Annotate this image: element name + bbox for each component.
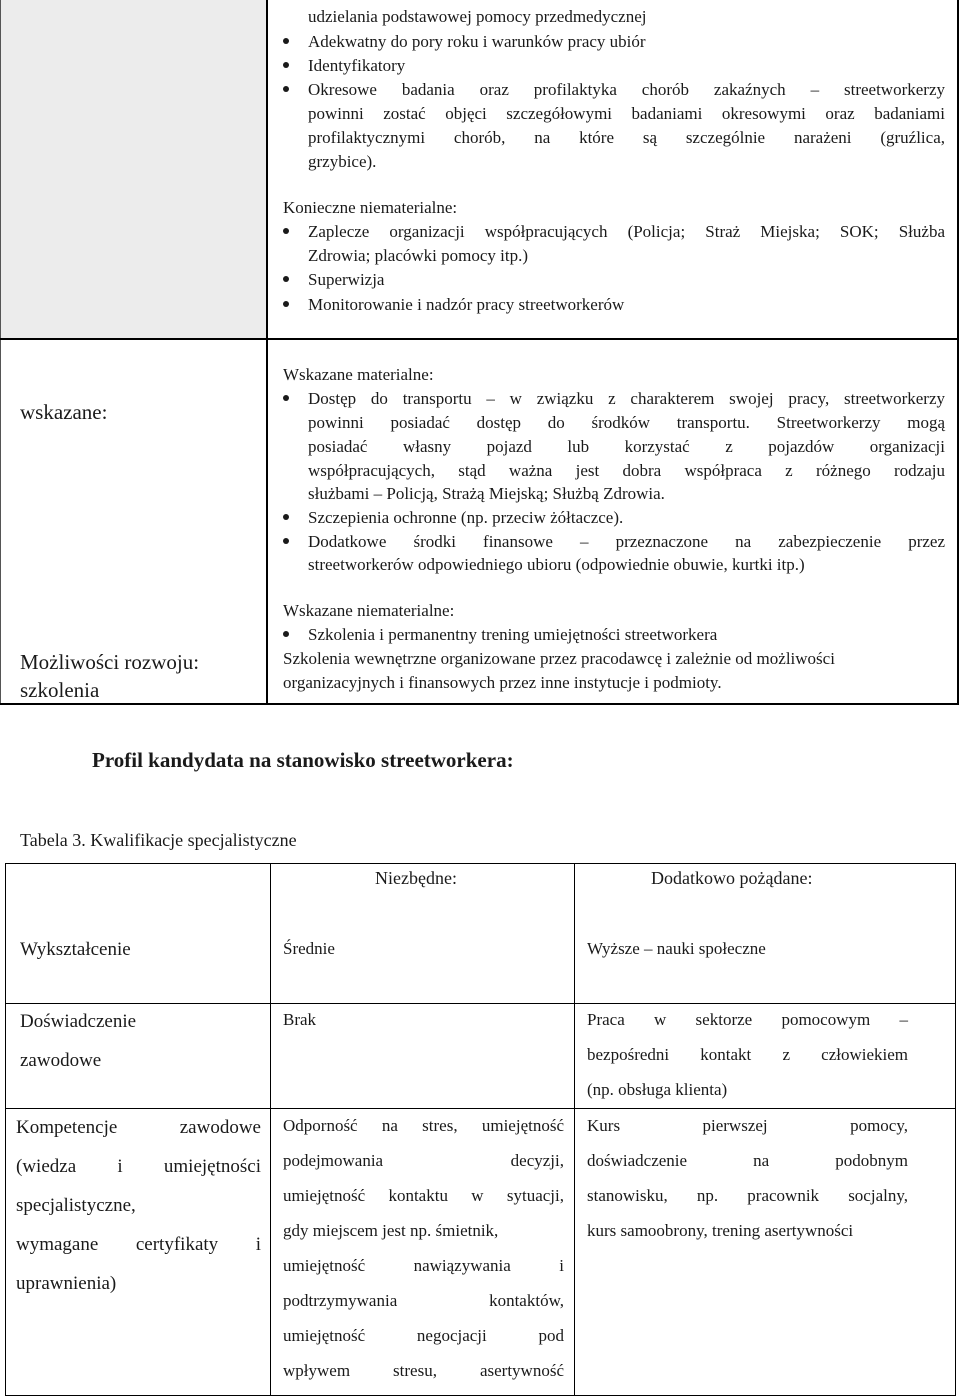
table-caption: Tabela 3. Kwalifikacje specjalistyczne (20, 830, 297, 850)
dodatkowe-line-1: streetworkerów odpowiedniego ubioru (odpowiednie obuwie, kurtki itp.) (308, 555, 805, 574)
bullet-icon (283, 86, 289, 92)
bullet-icon (283, 62, 289, 68)
row-desired-line: stanowisku, np. pracownik socjalny, (587, 1186, 908, 1205)
niematerialne-heading: Wskazane niematerialne: (283, 601, 455, 620)
transport-line-2: posiadać własny pojazd lub korzystać z pojazdów organizacji (308, 437, 945, 456)
intro-line-5: profilaktycznymi chorób, na które są szczególnie narażeni (gruźlica, (308, 128, 945, 147)
bullet-icon (283, 514, 289, 520)
intro-line-6: grzybice). (308, 152, 377, 171)
row-label-line: specjalistyczne, (16, 1195, 136, 1216)
t3-left-border (5, 863, 6, 1396)
bullet-icon (283, 631, 289, 637)
bullet-icon (283, 38, 289, 44)
row-desired (587, 1002, 908, 1107)
rozwoj-label-line2: szkolenia (20, 678, 100, 702)
intro-line-4: powinni zostać objęci szczegółowymi badaniami okresowymi oraz badaniami (308, 104, 945, 123)
t3-col-divider-2 (574, 863, 575, 1396)
row-label-line: (wiedza i umiejętności (16, 1156, 261, 1177)
intro-line-0: udzielania podstawowej pomocy przedmedycznej (308, 7, 647, 26)
row-label-line: Kompetencje zawodowe (16, 1117, 261, 1138)
row-required: Średnie (283, 939, 335, 958)
intro-line-3: Okresowe badania oraz profilaktyka chorób zakaźnych – streetworkerzy (308, 80, 945, 99)
szczepienia-item: Szczepienia ochronne (np. przeciw żółtaczce). (308, 508, 624, 527)
t3-col-divider-1 (270, 863, 271, 1396)
transport-line-1: powinni posiadać dostęp do środków transportu. Streetworkerzy mogą (308, 413, 945, 432)
bullet-icon (283, 395, 289, 401)
row-label-line: wymagane certyfikaty i (16, 1234, 261, 1255)
bullet-icon (283, 276, 289, 282)
row-required-line: wpływem stresu, asertywność (283, 1361, 564, 1380)
dodatkowe-line-0: Dodatkowe środki finansowe – przeznaczone na zabezpieczenie przez (308, 532, 945, 551)
t3-right-border (955, 863, 956, 1396)
rozwoj-label-line1: Możliwości rozwoju: (20, 650, 200, 674)
row-label-line: Doświadczenie (20, 1011, 137, 1032)
bullet-icon (283, 301, 289, 307)
t3-bottom-border (5, 1395, 956, 1396)
row-required-line: umiejętność kontaktu w sytuacji, (283, 1186, 564, 1205)
row-desired-line: Kurs pierwszej pomocy, (587, 1116, 908, 1135)
rozwoj-extra-line-0: Szkolenia wewnętrzne organizowane przez pracodawcę i zależnie od możliwości (283, 649, 835, 668)
row-required-line: podejmowania decyzji, (283, 1151, 564, 1170)
row-required-line: umiejętność negocjacji pod (283, 1326, 564, 1345)
transport-line-3: współpracujących, stąd ważna jest dobra współpraca z różnego rodzaju (308, 461, 945, 480)
konieczne-item-1: Superwizja (308, 270, 385, 289)
row-label-line: zawodowe (20, 1050, 102, 1071)
row-desired-line: (np. obsługa klienta) (587, 1080, 728, 1099)
row-label: Wykształcenie (20, 939, 131, 960)
konieczne-heading: Konieczne niematerialne: (283, 198, 458, 217)
konieczne-item-0: Zaplecze organizacji współpracujących (Policja; Straż Miejska; SOK; Służba (308, 222, 945, 241)
row-desired-line: doświadczenie na podobnym (587, 1151, 908, 1170)
row-required-line: gdy miejscem jest np. śmietnik, (283, 1221, 499, 1240)
row-required (283, 1108, 564, 1388)
row-required-line: podtrzymywania kontaktów, (283, 1291, 564, 1310)
top-table-right-border (957, 0, 959, 705)
row-desired: Wyższe – nauki społeczne (587, 939, 766, 958)
row-required: Brak (283, 1010, 317, 1029)
konieczne-item-0b: Zdrowia; placówki pomocy itp.) (308, 246, 529, 265)
intro-line-2: Identyfikatory (308, 56, 406, 75)
row-required-line: umiejętność nawiązywania i (283, 1256, 564, 1275)
row-desired-line: bezpośredni kontakt z człowiekiem (587, 1045, 908, 1064)
bullet-icon (283, 538, 289, 544)
profile-title: Profil kandydata na stanowisko streetworkera: (92, 748, 514, 772)
transport-line-0: Dostęp do transportu – w związku z charakterem swojej pracy, streetworkerzy (308, 389, 945, 408)
top-table-left-border (0, 0, 1, 705)
rozwoj-extra-line-1: organizacyjnych i finansowych przez inne instytucje i podmioty. (283, 673, 722, 692)
row-required-line: Odporność na stres, umiejętność (283, 1116, 564, 1135)
top-table-row-line (0, 338, 959, 340)
intro-line-1: Adekwatny do pory roku i warunków pracy ubiór (308, 32, 646, 51)
wskazane-label: wskazane: (20, 400, 108, 424)
top-table-divider (266, 0, 268, 705)
bullet-icon (283, 228, 289, 234)
row-desired-line: kurs samoobrony, trening asertywności (587, 1221, 854, 1240)
row-desired (587, 1108, 908, 1248)
row-label-line: uprawnienia) (16, 1273, 117, 1294)
top-left-cell (0, 0, 266, 338)
materialne-heading: Wskazane materialne: (283, 365, 434, 384)
szkolenia-item: Szkolenia i permanentny trening umiejętności streetworkera (308, 625, 718, 644)
transport-line-4: służbami – Policją, Strażą Miejską; Służbą Zdrowia. (308, 484, 665, 503)
konieczne-item-2: Monitorowanie i nadzór pracy streetworkerów (308, 295, 625, 314)
table-header-desired: Dodatkowo pożądane: (651, 868, 813, 888)
top-table-bottom-line (0, 703, 959, 705)
t3-top-border (5, 863, 956, 864)
row-desired-line: Praca w sektorze pomocowym – (587, 1010, 908, 1029)
table-header-required: Niezbędne: (375, 868, 457, 888)
row-label (20, 1002, 260, 1080)
row-label (16, 1108, 261, 1303)
